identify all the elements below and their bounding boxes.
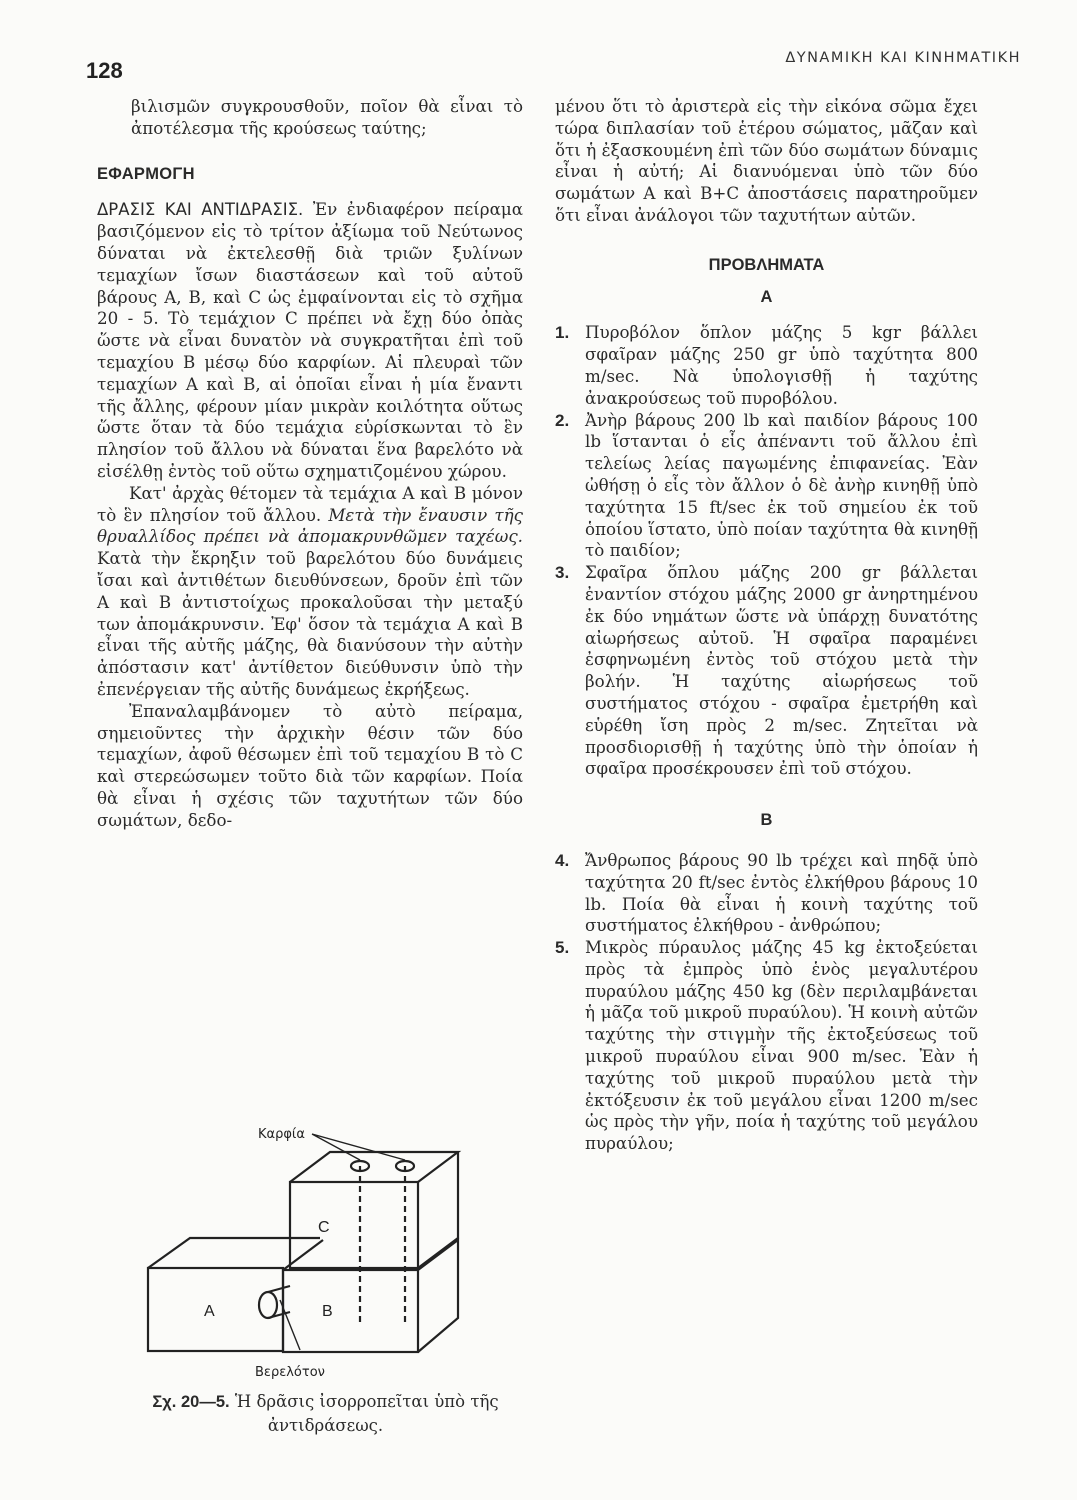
problem-item bbox=[555, 322, 978, 409]
problem-text: Μικρὸς πύραυλος μάζης 45 kg ἐκτοξεύεται πρὸς τὰ ἐμπρὸς ὑπὸ ἑνὸς μεγαλυτέρου πυραύλου μάζης 450 kg (δὲν περιλαμβάνεται ἡ μᾶζα τοῦ μικροῦ πυραύλου). Ἡ κοινὴ αὐτῶν ταχύτης τὴν στιγμὴν τῆς ἐκτοξεύσεως τοῦ μικροῦ πυραύλου εἶναι 900 m/sec. Ἐὰν ἡ ταχύτης τοῦ μικροῦ πυραύλου μετὰ τὴν ἐκτόξευσιν ἐκ τοῦ μεγάλου εἶναι 1200 m/sec ὡς πρὸς τὴν γῆν, ποία ἡ ταχύτης τοῦ μεγάλου πυραύλου; bbox=[585, 937, 978, 1154]
repeat-paragraph: Ἐπαναλαμβάνομεν τὸ αὐτὸ πείραμα, σημειοῦντες τὴν ἀρχικὴν θέσιν τῶν δύο τεμαχίων, ἀφοῦ θέσωμεν ἐπὶ τοῦ τεμαχίου Β τὸ C καὶ στερεώσωμεν τοῦτο διὰ τῶν καρφίων. Ποία θὰ εἶναι ἡ σχέσις τῶν ταχυτήτων τῶν δύο σωμάτων, δεδο- bbox=[97, 700, 523, 830]
experiment-text: Ἐν ἐνδιαφέρον πείραμα βασιζόμενον εἰς τὸ τρίτον ἀξίωμα τοῦ Νεύτωνος δύναται νὰ ἐκτελεσθῇ διὰ τριῶν ξυλίνων τεμαχίων ἴσων διαστάσεων καὶ τοῦ αὐτοῦ βάρους Α, Β, καὶ C ὡς ἐμφαίνονται εἰς τὸ σχῆμα 20 - 5. Τὸ τεμάχιον C πρέπει νὰ ἔχῃ δύο ὀπὰς ὥστε νὰ εἶναι δυνατὸν νὰ συγκρατῆται ἐπὶ τοῦ τεμαχίου Β μέσῳ δύο καρφίων. Αἱ πλευραὶ τῶν τεμαχίων Α καὶ Β, αἱ ὁποῖαι εἶναι ἡ μία ἔναντι τῆς ἄλλης, φέρουν μίαν μικρὰν κοιλότητα οὕτως ὥστε ὅταν τὰ δύο τεμάχια εὑρίσκωνται τὸ ἓν πλησίον τοῦ ἄλλου νὰ δύναται ἕνα βαρελότο νὰ εἰσέλθῃ ἐντὸς τοῦ οὕτω σχηματιζομένου χώρου. bbox=[97, 199, 523, 481]
problem-item bbox=[555, 562, 978, 780]
procedure-text-start: Κατ' ἀρχὰς θέτομεν τὰ τεμάχια Α καὶ Β μόνον τὸ ἓν πλησίον τοῦ ἄλλου. bbox=[97, 482, 523, 525]
problem-number: 3. bbox=[555, 563, 570, 583]
problem-number: 4. bbox=[555, 850, 570, 870]
problem-number: 1. bbox=[555, 323, 570, 343]
right-column bbox=[555, 96, 978, 1155]
firecracker-shape bbox=[259, 1292, 277, 1318]
continuation-paragraph: μένου ὅτι τὸ ἀριστερὰ εἰς τὴν εἰκόνα σῶμα ἔχει τώρα διπλασίαν τοῦ ἑτέρου σώματος, μᾶζαν καὶ ὅτι ἡ ἐξασκουμένη ἐπὶ τῶν δύο σωμάτων δύναμις εἶναι ἡ αὐτή; Αἱ διανυόμεναι ὑπὸ τῶν δύο σωμάτων Α καὶ Β+C ἀποστάσεις παρατηροῦμεν ὅτι εἶναι ἀνάλογοι τῶν ταχυτήτων αὐτῶν. bbox=[555, 96, 978, 225]
caption-text: Ἡ δρᾶσις ἰσορροπεῖται ὑπὸ τῆς ἀντιδράσεως. bbox=[229, 1392, 499, 1435]
figure-blocks bbox=[140, 1120, 550, 1380]
section-heading: ΕΦΑΡΜΟΓΗ bbox=[97, 164, 195, 183]
label-block-c: C bbox=[318, 1219, 330, 1236]
procedure-paragraph bbox=[97, 483, 523, 701]
problem-number: 2. bbox=[555, 410, 570, 430]
block-a-shape bbox=[148, 1268, 283, 1351]
problem-item bbox=[555, 410, 978, 563]
blocks-diagram bbox=[140, 1120, 550, 1380]
problem-number: 5. bbox=[555, 938, 570, 958]
caption-number: Σχ. 20—5. bbox=[152, 1393, 230, 1411]
problem-text: Ἄνθρωπος βάρους 90 lb τρέχει καὶ πηδᾷ ὑπὸ ταχύτητα 20 ft/sec ἐντὸς ἐλκήθρου βάρους 10 lb. Ποία θὰ εἶναι ἡ κοινὴ ταχύτης τοῦ συστήματος ἐλκήθρου - ἀνθρώπου; bbox=[585, 849, 978, 936]
intro-paragraph: βιλισμῶν συγκρουσθοῦν, ποῖον θὰ εἶναι τὸ ἀποτέλεσμα τῆς κρούσεως ταύτης; bbox=[131, 96, 523, 138]
problems-title: ΠΡΟΒΛΗΜΑΤΑ bbox=[708, 255, 825, 274]
label-block-a: A bbox=[204, 1303, 215, 1320]
running-title: ΔΥΝΑΜΙΚΗ ΚΑΙ ΚΙΝΗΜΑΤΙΚΗ bbox=[785, 50, 1021, 66]
problem-text: Σφαῖρα ὅπλου μάζης 200 gr βάλλεται ἐναντίον στόχου μάζης 2000 gr ἀνηρτημένου ἐκ δύο νημάτων ὥστε νὰ ὑπάρχῃ δυνατότης αἰωρήσεως αὐτοῦ. Ἡ σφαῖρα παραμένει ἐσφηνωμένη ἐντὸς τοῦ στόχου μετὰ τὴν βολήν. Ἡ ταχύτης αἰωρήσεως τοῦ συστήματος στόχου - σφαῖρα ἐμετρήθη καὶ εὑρέθη ἴση πρὸς 2 m/sec. Ζητεῖται νὰ προσδιορισθῇ ἡ ταχύτης ὑπὸ τὴν ὁποίαν ἡ σφαῖρα προσέκρουσεν ἐπὶ τοῦ στόχου. bbox=[585, 562, 978, 779]
page-number: 128 bbox=[86, 58, 123, 83]
section-a-label: Α bbox=[760, 287, 773, 306]
label-firecracker: Βερελότον bbox=[255, 1365, 325, 1380]
figure-caption bbox=[98, 1390, 553, 1438]
left-column bbox=[97, 96, 523, 832]
problem-item bbox=[555, 850, 978, 937]
section-b-label: Β bbox=[760, 811, 773, 830]
subheading: ΔΡΑΣΙΣ ΚΑΙ ΑΝΤΙΔΡΑΣΙΣ. bbox=[97, 200, 304, 220]
block-c-shape bbox=[290, 1182, 418, 1268]
problem-item bbox=[555, 937, 978, 1155]
problem-text: Ἀνὴρ βάρους 200 lb καὶ παιδίον βάρους 100 lb ἵστανται ὁ εἷς ἀπέναντι τοῦ ἄλλου ἐπὶ τελείως λείας παγωμένης ἐπιφανείας. Ἐὰν ὠθήσῃ ὁ εἷς τὸν ἄλλον ὁ δὲ ἀνὴρ κινηθῇ ὑπὸ ταχύτητα 15 ft/sec ἐκ τοῦ σημείου ἐκ τοῦ ὁποίου ἵστατο, ὑπὸ ποίαν ταχύτητα θὰ κινηθῇ τὸ παιδίον; bbox=[585, 409, 978, 561]
label-nails: Καρφία bbox=[258, 1127, 305, 1142]
procedure-text-end: Κατὰ τὴν ἔκρηξιν τοῦ βαρελότου δύο δυνάμεις ἴσαι καὶ ἀντιθέτων διευθύνσεων, δροῦν ἐπὶ τῶν Α καὶ Β ἀντιστοίχως προκαλοῦσαι τὴν μεταξύ των ἀπομάκρυνσιν. Ἐφ' ὅσον τὰ τεμάχια Α καὶ Β εἶναι τῆς αὐτῆς μάζης, θὰ διανύσουν τὴν αὐτὴν ἀπόστασιν κατ' ἀντίθετον διεύθυνσιν ὑπὸ τὴν ἐπενέργειαν τῆς αὐτῆς δυνάμεως ἐκρήξεως. bbox=[97, 548, 523, 699]
experiment-paragraph bbox=[97, 199, 523, 482]
warning-italic: Μετὰ τὴν ἔναυσιν τῆς θρυαλλίδος πρέπει νὰ ἀπομακρυνθῶμεν ταχέως. bbox=[97, 504, 523, 547]
block-b-shape bbox=[283, 1270, 418, 1352]
problem-text: Πυροβόλον ὅπλον μάζης 5 kgr βάλλει σφαῖραν μάζης 250 gr ὑπὸ ταχύτητα 800 m/sec. Νὰ ὑπολογισθῇ ἡ ταχύτης ἀνακρούσεως τοῦ πυροβόλου. bbox=[585, 322, 978, 408]
label-block-b: B bbox=[322, 1303, 333, 1320]
